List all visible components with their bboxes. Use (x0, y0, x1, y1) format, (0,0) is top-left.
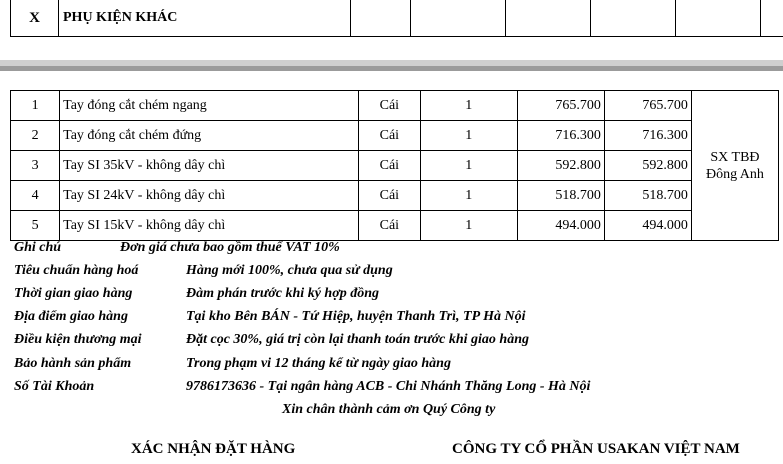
table-row (11, 91, 779, 121)
items-table (10, 90, 779, 241)
item-unit: Cái (359, 151, 420, 181)
table-row (11, 211, 779, 241)
section-header-row (11, 0, 783, 37)
note-value: Tại kho Bên BÁN - Tứ Hiệp, huyện Thanh Trì, TP Hà Nội (186, 309, 526, 324)
item-qty: 1 (420, 211, 517, 241)
note-value: Hàng mới 100%, chưa qua sử dụng (186, 263, 393, 278)
item-name: Tay đóng cắt chém đứng (60, 121, 359, 151)
item-no: 4 (11, 181, 60, 211)
item-amount: 518.700 (604, 181, 691, 211)
item-amount: 716.300 (604, 121, 691, 151)
table-row (11, 181, 779, 211)
table-row (11, 121, 779, 151)
section-cell-note (676, 0, 761, 37)
item-name: Tay SI 35kV - không dây chì (60, 151, 359, 181)
note-line (14, 330, 783, 350)
section-header-table (10, 0, 783, 37)
item-qty: 1 (420, 121, 517, 151)
note-label: Ghi chú (14, 240, 62, 255)
item-no: 3 (11, 151, 60, 181)
thanks-text: Xin chân thành cảm ơn Quý Công ty (282, 402, 496, 417)
section-title: PHỤ KIỆN KHÁC (59, 0, 351, 37)
signature-left: XÁC NHẬN ĐẶT HÀNG (131, 441, 296, 457)
item-unit: Cái (359, 211, 420, 241)
note-line (14, 377, 783, 397)
note-line (14, 238, 783, 258)
note-label: Điều kiện thương mại (14, 332, 142, 347)
item-price: 716.300 (517, 121, 604, 151)
section-cell-extra (761, 0, 783, 37)
note-label: Địa điểm giao hàng (14, 309, 128, 324)
item-unit: Cái (359, 91, 420, 121)
item-name: Tay SI 24kV - không dây chì (60, 181, 359, 211)
note-value: Đơn giá chưa bao gồm thuế VAT 10% (120, 240, 340, 255)
note-label: Thời gian giao hàng (14, 286, 133, 301)
item-price: 592.800 (517, 151, 604, 181)
note-value: Trong phạm vi 12 tháng kể từ ngày giao hàng (186, 356, 451, 371)
item-amount: 592.800 (604, 151, 691, 181)
note-value: Đàm phán trước khi ký hợp đồng (186, 286, 379, 301)
section-cell-qty (411, 0, 506, 37)
note-label: Tiêu chuẩn hàng hoá (14, 263, 139, 278)
item-unit: Cái (359, 181, 420, 211)
item-qty: 1 (420, 181, 517, 211)
item-name: Tay đóng cắt chém ngang (60, 91, 359, 121)
item-amount: 494.000 (604, 211, 691, 241)
origin-note-line1: SX TBĐ (710, 149, 760, 165)
item-price: 518.700 (517, 181, 604, 211)
item-qty: 1 (420, 91, 517, 121)
item-no: 1 (11, 91, 60, 121)
item-price: 765.700 (517, 91, 604, 121)
item-no: 2 (11, 121, 60, 151)
origin-note (691, 91, 778, 241)
divider-band-dark (0, 66, 783, 71)
section-cell-unit (351, 0, 411, 37)
item-price: 494.000 (517, 211, 604, 241)
item-name: Tay SI 15kV - không dây chì (60, 211, 359, 241)
section-cell-amount (591, 0, 676, 37)
note-line (14, 284, 783, 304)
item-no: 5 (11, 211, 60, 241)
note-value: Đặt cọc 30%, giá trị còn lại thanh toán trước khi giao hàng (186, 332, 529, 347)
note-line (14, 354, 783, 374)
note-label: Bảo hành sản phẩm (14, 356, 132, 371)
item-qty: 1 (420, 151, 517, 181)
item-amount: 765.700 (604, 91, 691, 121)
note-line (14, 307, 783, 327)
section-cell-price (506, 0, 591, 37)
item-unit: Cái (359, 121, 420, 151)
note-label: Số Tài Khoản (14, 379, 95, 394)
origin-note-line2: Đông Anh (705, 166, 764, 182)
note-line (14, 261, 783, 281)
signature-right: CÔNG TY CỔ PHẦN USAKAN VIỆT NAM (452, 441, 740, 457)
table-row (11, 151, 779, 181)
note-value: 9786173636 - Tại ngân hàng ACB - Chi Nhánh Thăng Long - Hà Nội (186, 379, 591, 394)
section-index: X (11, 0, 59, 37)
